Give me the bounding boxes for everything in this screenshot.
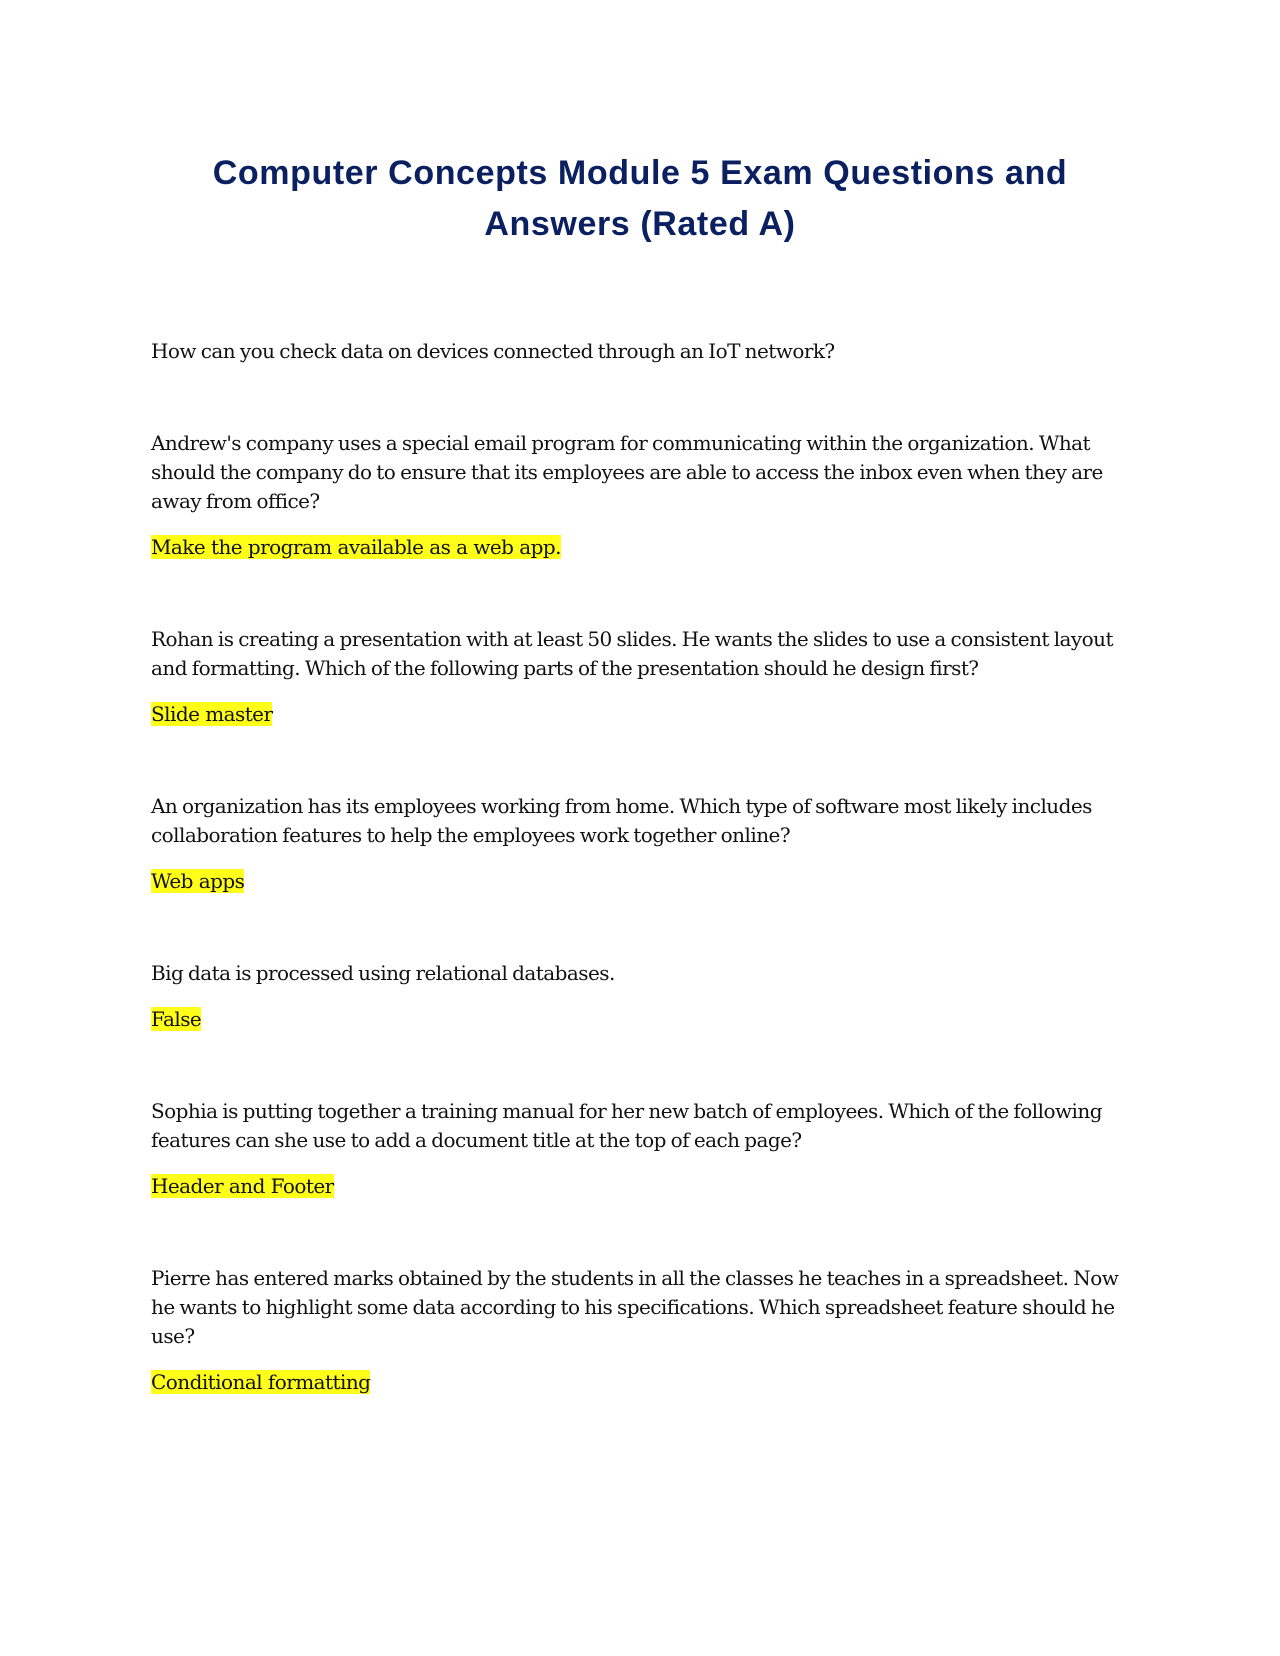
answer-text — [151, 1368, 1136, 1397]
document-title: Computer Concepts Module 5 Exam Questions and Answers (Rated A) — [212, 154, 1068, 243]
qa-item-2 — [151, 429, 1136, 562]
answer-highlight: False — [151, 1007, 202, 1031]
question-text: Rohan is creating a presentation with at least 50 slides. He wants the slides to use a consistent layout and formatting. Which of the following parts of the presentation should he design first? — [151, 627, 1113, 680]
qa-item-4 — [151, 792, 1136, 896]
question-text: Big data is processed using relational databases. — [151, 961, 615, 985]
question-text: Andrew's company uses a special email program for communicating within the organization. What should the company do to ensure that its employees are able to access the inbox even when they are away from office? — [151, 431, 1103, 513]
answer-text — [151, 1005, 1136, 1034]
qa-item-1 — [151, 337, 1136, 366]
qa-item-7 — [151, 1264, 1136, 1397]
qa-item-5 — [151, 959, 1136, 1034]
answer-text — [151, 1172, 1136, 1201]
question-text: Sophia is putting together a training manual for her new batch of employees. Which of the following features can she use to add a document title at the top of each page? — [151, 1099, 1102, 1152]
question-text: An organization has its employees working from home. Which type of software most likely includes collaboration features to help the employees work together online? — [151, 794, 1092, 847]
answer-highlight: Make the program available as a web app. — [151, 535, 561, 559]
answer-highlight: Web apps — [151, 869, 245, 893]
answer-text — [151, 533, 1136, 562]
answer-highlight: Conditional formatting — [151, 1370, 371, 1394]
question-text: Pierre has entered marks obtained by the students in all the classes he teaches in a spreadsheet. Now he wants to highlight some data according to his specifications. Which spreadsheet feature should he use? — [151, 1266, 1119, 1348]
answer-text — [151, 867, 1136, 896]
answer-highlight: Slide master — [151, 702, 273, 726]
answer-text — [151, 700, 1136, 729]
answer-highlight: Header and Footer — [151, 1174, 334, 1198]
qa-item-3 — [151, 625, 1136, 729]
question-text: How can you check data on devices connected through an IoT network? — [151, 339, 835, 363]
qa-item-6 — [151, 1097, 1136, 1201]
